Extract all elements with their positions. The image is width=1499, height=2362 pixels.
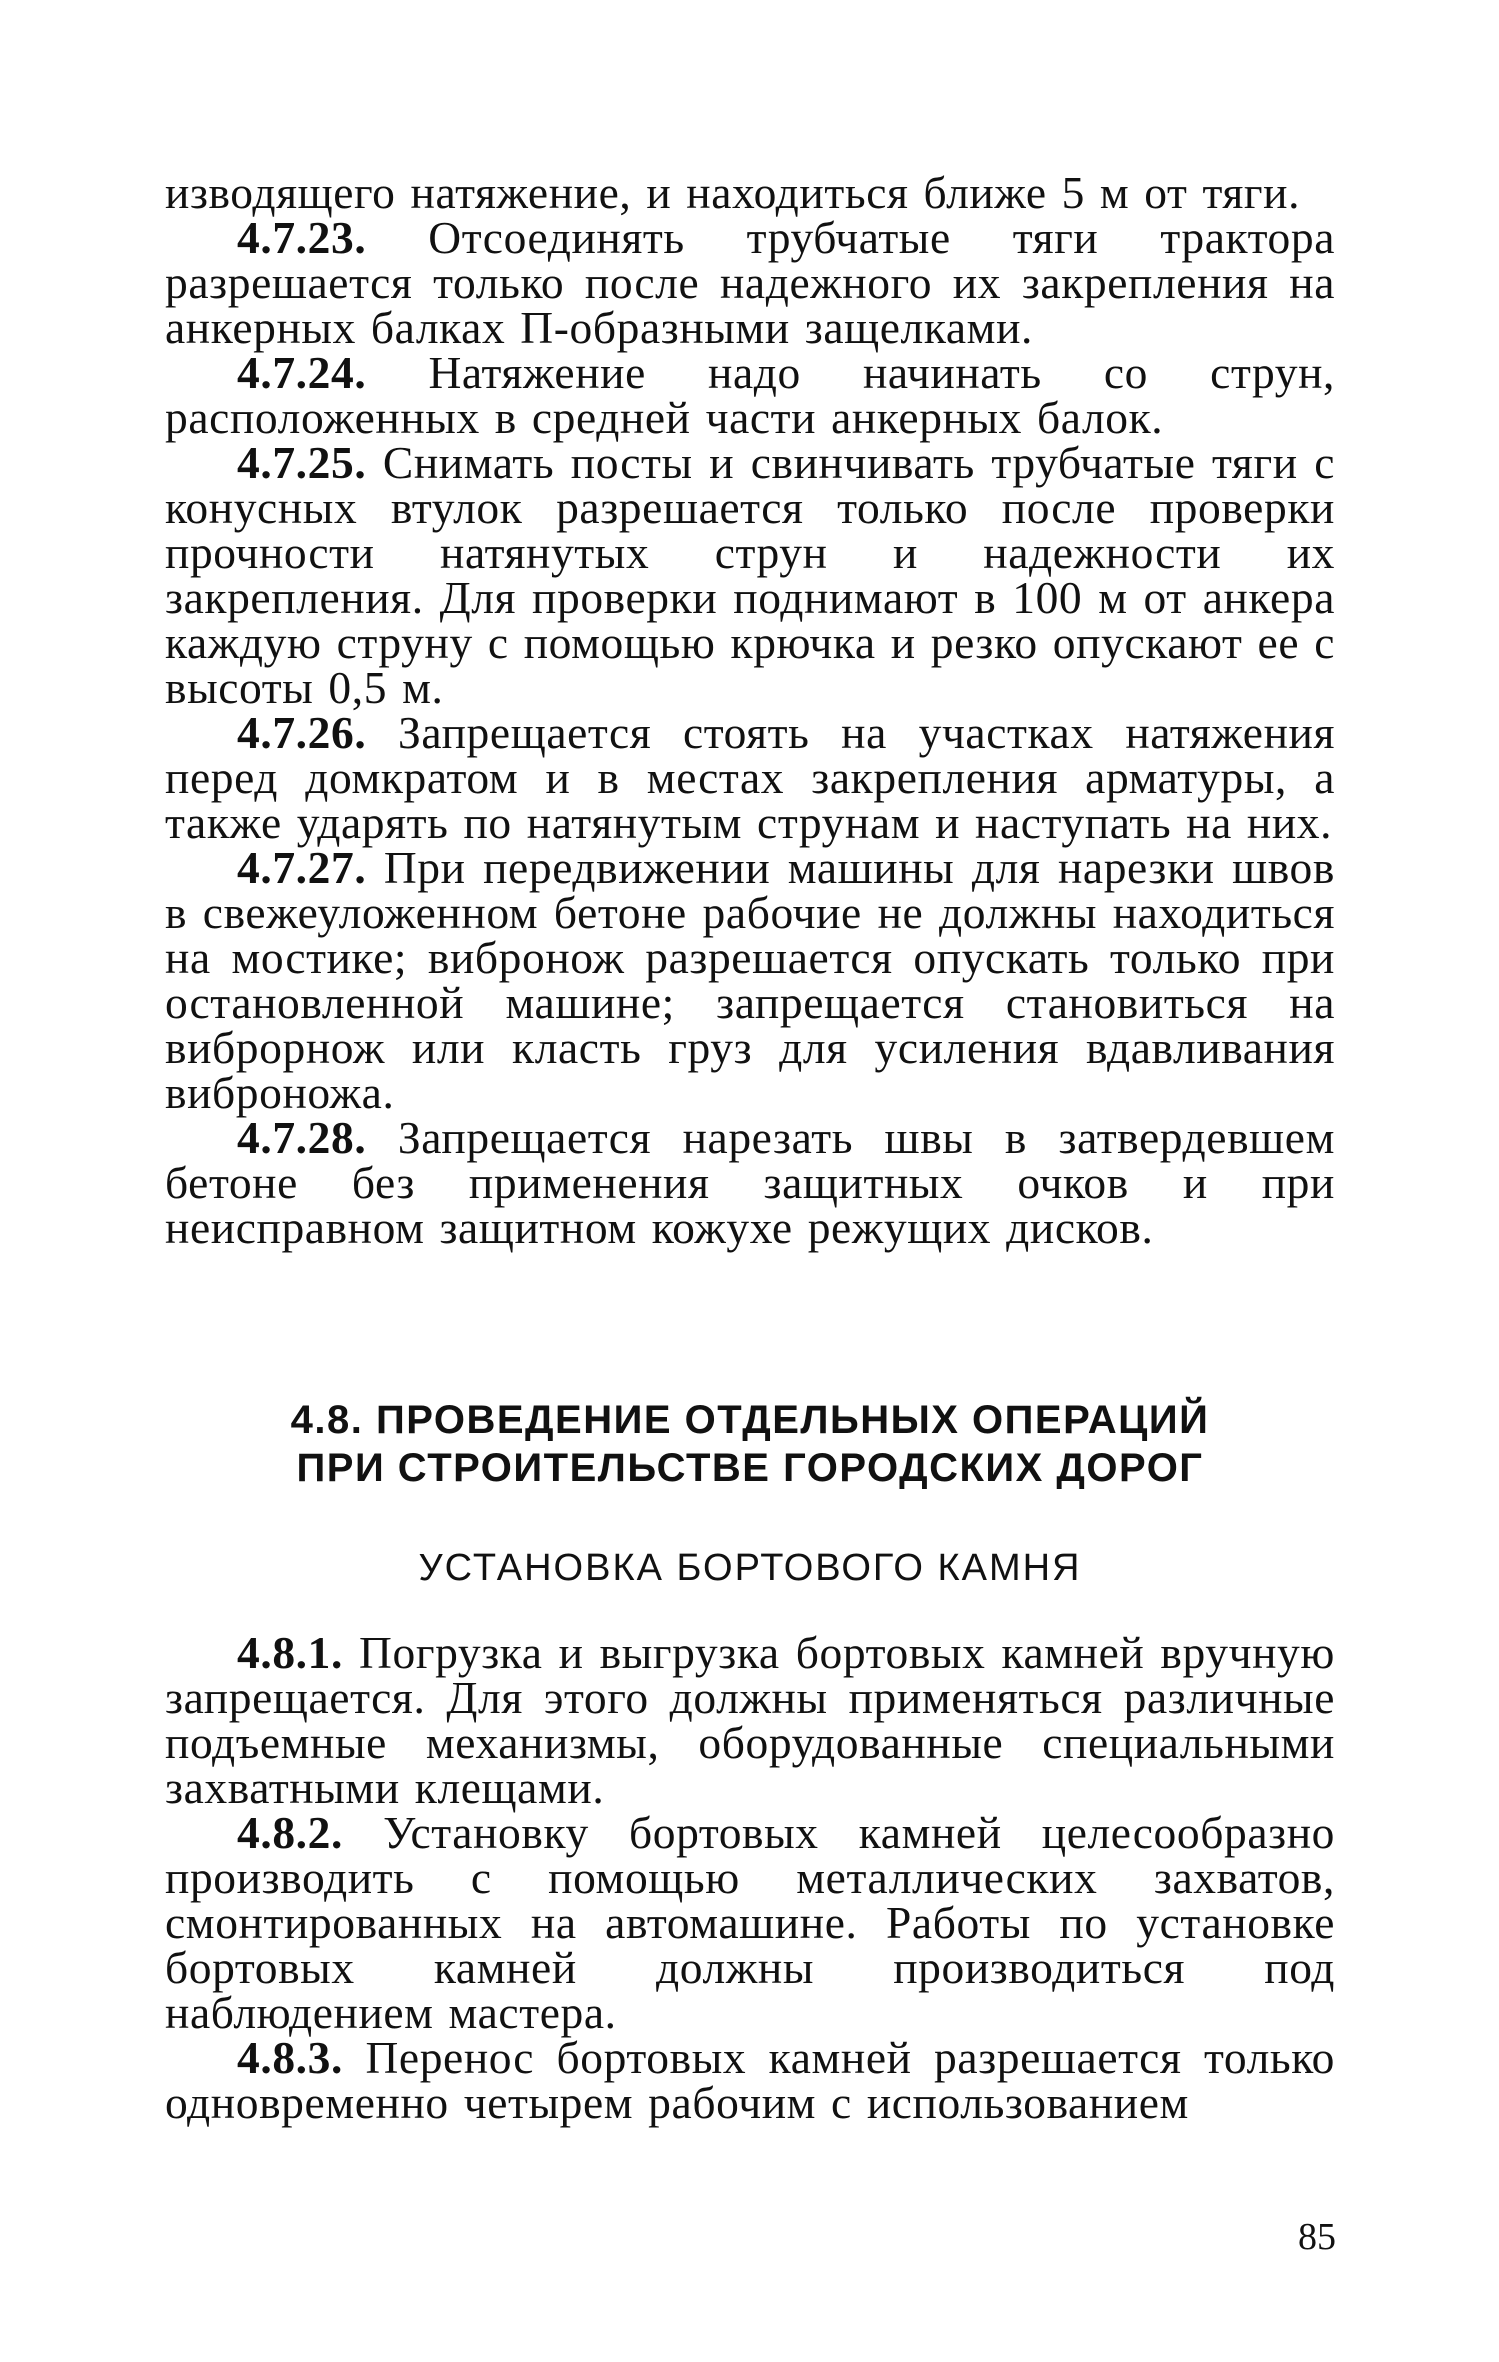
top-text-block [165, 167, 1336, 1253]
paragraph-number: 4.8.1. [237, 1627, 343, 1678]
paragraph-4-7-26 [165, 707, 1335, 848]
paragraph-number: 4.8.2. [237, 1807, 343, 1858]
subsection-heading: УСТАНОВКА БОРТОВОГО КАМНЯ [418, 1547, 1082, 1589]
section-heading [165, 1396, 1335, 1492]
paragraph-4-7-25 [165, 437, 1335, 713]
paragraph-number: 4.7.27. [237, 842, 367, 893]
paragraph-number: 4.7.24. [237, 347, 367, 398]
paragraph-number: 4.7.26. [237, 707, 367, 758]
paragraph-text: При передвижении машины для нарезки швов в свежеуложенном бетоне рабочие не должны находиться на мостике; вибронож разрешается опускать только при остановленной машине; запрещается становиться на виброрнож или класть груз для усиления вдавливания виброножа. [165, 842, 1335, 1118]
paragraph-text: Запрещается нарезать швы в затвердевшем бетоне без применения защитных очков и при неисправном защитном кожухе режущих дисков. [165, 1112, 1335, 1253]
paragraph-number: 4.7.28. [237, 1112, 367, 1163]
paragraph-text: Установку бортовых камней целесообразно производить с помощью металлических захватов, смонтированных на автомашине. Работы по установке бортовых камней должны производиться под наблюдением мастера. [165, 1807, 1335, 2038]
paragraph-4-7-24 [165, 347, 1336, 443]
section-heading-line-2: ПРИ СТРОИТЕЛЬСТВЕ ГОРОДСКИХ ДОРОГ [296, 1446, 1204, 1490]
paragraph-number: 4.8.3. [237, 2032, 343, 2083]
paragraph-number: 4.7.25. [237, 437, 367, 488]
paragraph-4-7-27 [165, 842, 1335, 1118]
paragraph-4-7-23 [165, 212, 1335, 353]
paragraph-4-7-28 [165, 1112, 1335, 1253]
paragraph-text: Снимать посты и свинчивать трубчатые тяги с конусных втулок разрешается только после проверки прочности натянутых струн и надежности их закрепления. Для проверки поднимают в 100 м от анкера каждую струну с помощью крючка и резко опускают ее с высоты 0,5 м. [165, 437, 1335, 713]
paragraph-text: Перенос бортовых камней разрешается только одновременно четырем рабочим с использованием [165, 2032, 1335, 2128]
paragraph-4-8-1 [165, 1627, 1335, 1813]
paragraph-4-8-3 [165, 2032, 1335, 2128]
paragraph-text: Натяжение надо начинать со струн, расположенных в средней части анкерных балок. [165, 347, 1336, 443]
page-number: 85 [1298, 2216, 1336, 2258]
continuation-paragraph: изводящего натяжение, и находиться ближе 5 м от тяги. [165, 167, 1301, 218]
section-heading-line-1: 4.8. ПРОВЕДЕНИЕ ОТДЕЛЬНЫХ ОПЕРАЦИЙ [290, 1398, 1210, 1442]
paragraph-text: Запрещается стоять на участках натяжения перед домкратом и в местах закрепления арматуры, а также ударять по натянутым струнам и наступать на них. [165, 707, 1335, 848]
paragraph-text: Отсоединять трубчатые тяги трактора разрешается только после надежного их закрепления на анкерных балках П-образными защелками. [165, 212, 1335, 353]
paragraph-4-8-2 [165, 1807, 1335, 2038]
paragraph-number: 4.7.23. [237, 212, 367, 263]
paragraph-text: Погрузка и выгрузка бортовых камней вручную запрещается. Для этого должны применяться различные подъемные механизмы, оборудованные специальными захватными клещами. [165, 1627, 1335, 1813]
bottom-text-block [165, 1627, 1335, 2128]
